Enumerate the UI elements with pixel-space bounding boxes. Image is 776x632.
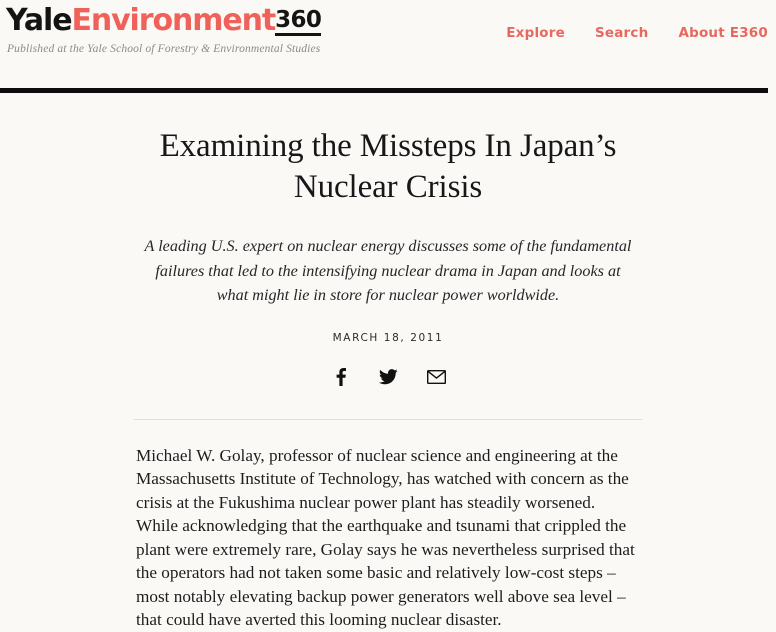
article-body-paragraph: Michael W. Golay, professor of nuclear science and engineering at the Massachusetts Institute of Technology, has watched with concern as the crisis at the Fukushima nuclear power plant has steadily worsened. While acknowledging that the earthquake and tsunami that crippled the plant were extremely rare, Golay says he was nevertheless surprised that the operators had not taken some basic and relatively low-cost steps – most notably elevating backup power generators well above sea level – that could have averted this looming nuclear disaster.: [136, 445, 635, 629]
article-body: [136, 444, 640, 632]
nav-item-search[interactable]: Search: [594, 25, 649, 41]
logo-word-environment: Environment: [71, 3, 276, 38]
article-subtitle: A leading U.S. expert on nuclear energy discusses some of the fundamental failures that led to the intensifying nuclear drama in Japan and looks at what might lie in store for nuclear power worldwide.: [144, 237, 632, 304]
site-tagline: Published at the Yale School of Forestry & Environmental Studies: [7, 43, 321, 55]
email-icon: [427, 370, 446, 384]
logo-word-360: 360: [275, 8, 321, 36]
article: [0, 90, 776, 632]
share-bar: [132, 366, 644, 388]
email-share-button[interactable]: [425, 366, 447, 388]
site-logo[interactable]: [6, 4, 321, 38]
nav-item-about-e360[interactable]: About E360: [678, 25, 768, 41]
header-divider-rule: [0, 88, 768, 93]
content-divider: [134, 419, 642, 420]
twitter-share-button[interactable]: [377, 366, 399, 388]
facebook-icon: [333, 368, 347, 386]
site-header: [0, 0, 776, 90]
facebook-share-button[interactable]: [329, 366, 351, 388]
article-publish-date: MARCH 18, 2011: [332, 331, 444, 344]
main-navigation: [506, 25, 768, 41]
article-title: Examining the Missteps In Japan’s Nuclear Crisis: [159, 128, 617, 205]
nav-item-explore[interactable]: Explore: [506, 25, 565, 41]
logo-word-yale: Yale: [6, 3, 72, 38]
site-branding[interactable]: [6, 4, 321, 55]
twitter-icon: [379, 369, 398, 385]
